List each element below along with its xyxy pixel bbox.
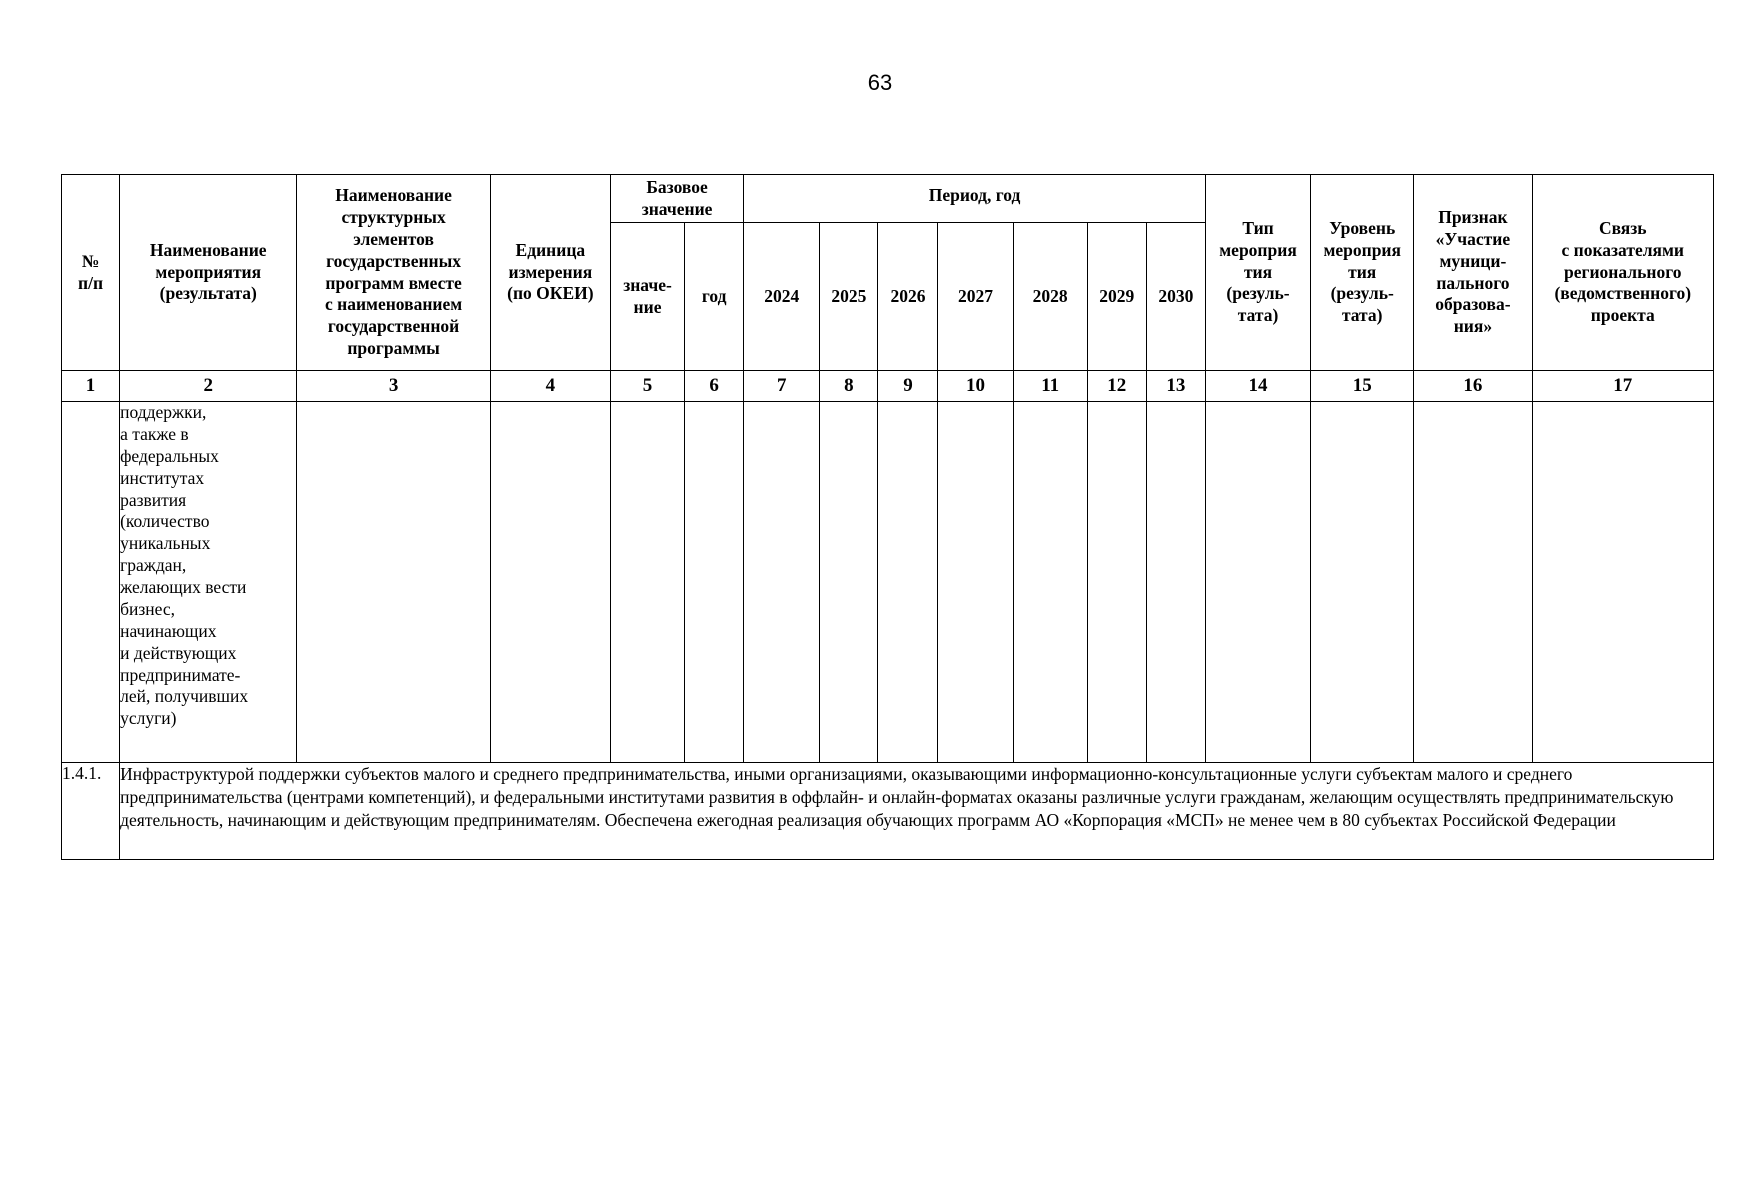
column-number: 17 <box>1532 371 1714 402</box>
header-base-value: Базовое значение <box>610 175 743 223</box>
header-year-2026: 2026 <box>878 223 938 371</box>
header-measure-level: Уровень мероприя тия (резуль- тата) <box>1311 175 1414 371</box>
table-cell <box>685 402 744 763</box>
table-cell <box>1414 402 1532 763</box>
table-cell <box>1311 402 1414 763</box>
table-cell <box>1087 402 1146 763</box>
measures-table <box>61 174 1714 860</box>
column-number: 9 <box>878 371 938 402</box>
table-cell <box>490 402 610 763</box>
header-row-1 <box>62 175 1714 223</box>
column-number: 3 <box>297 371 490 402</box>
header-project-link: Связь с показателями регионального (ведомственного) проекта <box>1532 175 1714 371</box>
table-row <box>62 763 1714 860</box>
table-cell <box>744 402 820 763</box>
column-number: 13 <box>1146 371 1205 402</box>
header-measure-type: Тип мероприя тия (резуль- тата) <box>1205 175 1310 371</box>
table-cell <box>938 402 1013 763</box>
header-period: Период, год <box>744 175 1206 223</box>
column-number: 14 <box>1205 371 1310 402</box>
column-number: 11 <box>1013 371 1087 402</box>
table-cell <box>1205 402 1310 763</box>
column-number: 7 <box>744 371 820 402</box>
column-number: 16 <box>1414 371 1532 402</box>
measure-name-continuation: поддержки, а также в федеральных институтах развития (количество уникальных граждан, желающих вести бизнес, начинающих и действующих предпринимате- лей, получивших услуги) <box>120 402 297 763</box>
header-base-value-value: значе- ние <box>610 223 684 371</box>
table-cell <box>820 402 878 763</box>
header-year-2028: 2028 <box>1013 223 1087 371</box>
column-number: 10 <box>938 371 1013 402</box>
table-cell <box>1013 402 1087 763</box>
column-number: 15 <box>1311 371 1414 402</box>
table-cell <box>610 402 684 763</box>
column-number: 5 <box>610 371 684 402</box>
row-number: 1.4.1. <box>62 763 120 860</box>
header-year-2027: 2027 <box>938 223 1013 371</box>
header-year-2025: 2025 <box>820 223 878 371</box>
header-year-2029: 2029 <box>1087 223 1146 371</box>
table-cell <box>297 402 490 763</box>
table-row <box>62 402 1714 763</box>
table-cell <box>1532 402 1714 763</box>
header-unit: Единица измерения (по ОКЕИ) <box>490 175 610 371</box>
header-measure-name: Наименование мероприятия (результата) <box>120 175 297 371</box>
row-description: Инфраструктурой поддержки субъектов малого и среднего предпринимательства, иными организациями, оказывающими информационно-консультационные услуги субъектам малого и среднего предпринимательства (центрами компетенций), и федеральными институтами развития в оффлайн- и онлайн-форматах оказаны различные услуги гражданам, желающим осуществлять предпринимательскую деятельность, начинающим и действующим предпринимателям. Обеспечена ежегодная реализация обучающих программ АО «Корпорация «МСП» не менее чем в 80 субъектах Российской Федерации <box>120 763 1714 860</box>
page-number: 63 <box>867 70 893 95</box>
column-number: 4 <box>490 371 610 402</box>
column-number: 12 <box>1087 371 1146 402</box>
column-number: 8 <box>820 371 878 402</box>
header-base-value-year: год <box>685 223 744 371</box>
column-number-row <box>62 371 1714 402</box>
header-number: № п/п <box>62 175 120 371</box>
table-cell <box>878 402 938 763</box>
header-structural-elements: Наименование структурных элементов государственных программ вместе с наименованием государственной программы <box>297 175 490 371</box>
header-municipal-participation: Признак «Участие муници- пального образова- ния» <box>1414 175 1532 371</box>
column-number: 6 <box>685 371 744 402</box>
table-cell <box>62 402 120 763</box>
column-number: 2 <box>120 371 297 402</box>
table-cell <box>1146 402 1205 763</box>
header-year-2024: 2024 <box>744 223 820 371</box>
column-number: 1 <box>62 371 120 402</box>
header-year-2030: 2030 <box>1146 223 1205 371</box>
